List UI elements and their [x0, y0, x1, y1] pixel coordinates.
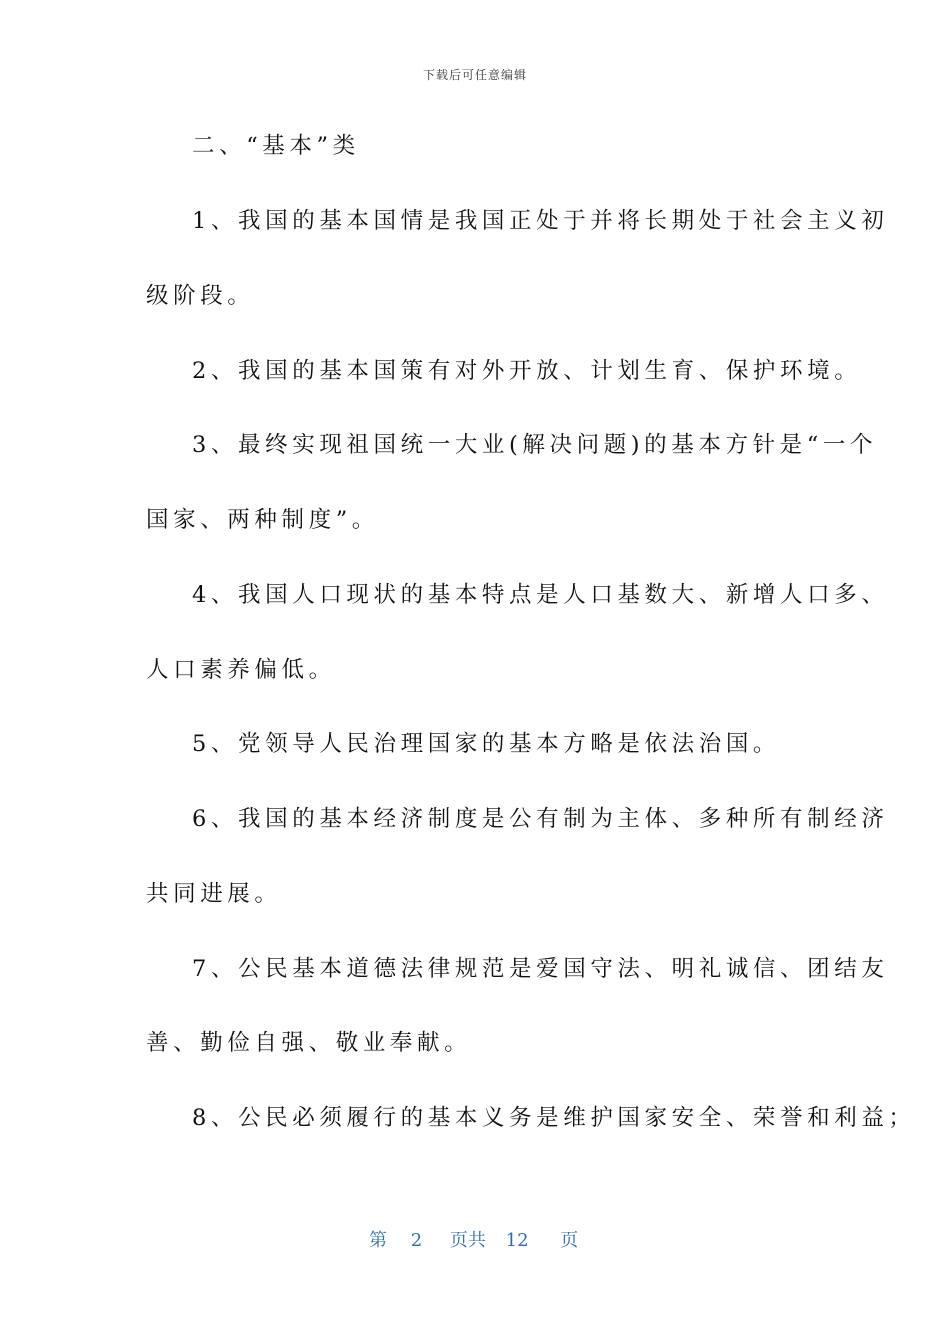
item-4-line-2: 人口素养偏低。 — [146, 657, 336, 683]
item-5-line-1: 5、党领导人民治理国家的基本方略是依法治国。 — [192, 731, 781, 757]
footer-page-number: 2 — [410, 1230, 423, 1251]
footer-suffix: 页 — [560, 1230, 579, 1251]
section-title: 二、“基本”类 — [192, 133, 360, 159]
item-1-line-2: 级阶段。 — [146, 283, 255, 309]
item-3-line-2: 国家、两种制度”。 — [146, 507, 379, 533]
footer-prefix: 第 — [369, 1230, 387, 1251]
item-2-line-1: 2、我国的基本国策有对外开放、计划生育、保护环境。 — [192, 358, 862, 384]
item-8-line-1: 8、公民必须履行的基本义务是维护国家安全、荣誉和利益； — [192, 1105, 916, 1131]
item-3-line-1: 3、最终实现祖国统一大业(解决问题)的基本方针是“一个 — [192, 432, 878, 458]
footer-mid: 页共 — [449, 1230, 486, 1251]
item-1-line-1: 1、我国的基本国情是我国正处于并将长期处于社会主义初 — [192, 208, 889, 234]
item-7-line-1: 7、公民基本道德法律规范是爱国守法、明礼诚信、团结友 — [192, 956, 889, 982]
item-6-line-1: 6、我国的基本经济制度是公有制为主体、多种所有制经济 — [192, 806, 889, 832]
item-7-line-2: 善、勤俭自强、敬业奉献。 — [146, 1030, 472, 1056]
page-header: 下载后可任意编辑 — [422, 68, 527, 82]
item-4-line-1: 4、我国人口现状的基本特点是人口基数大、新增人口多、 — [192, 582, 889, 608]
page-footer — [369, 1226, 578, 1252]
footer-total-pages: 12 — [505, 1230, 529, 1251]
item-6-line-2: 共同进展。 — [146, 881, 282, 907]
